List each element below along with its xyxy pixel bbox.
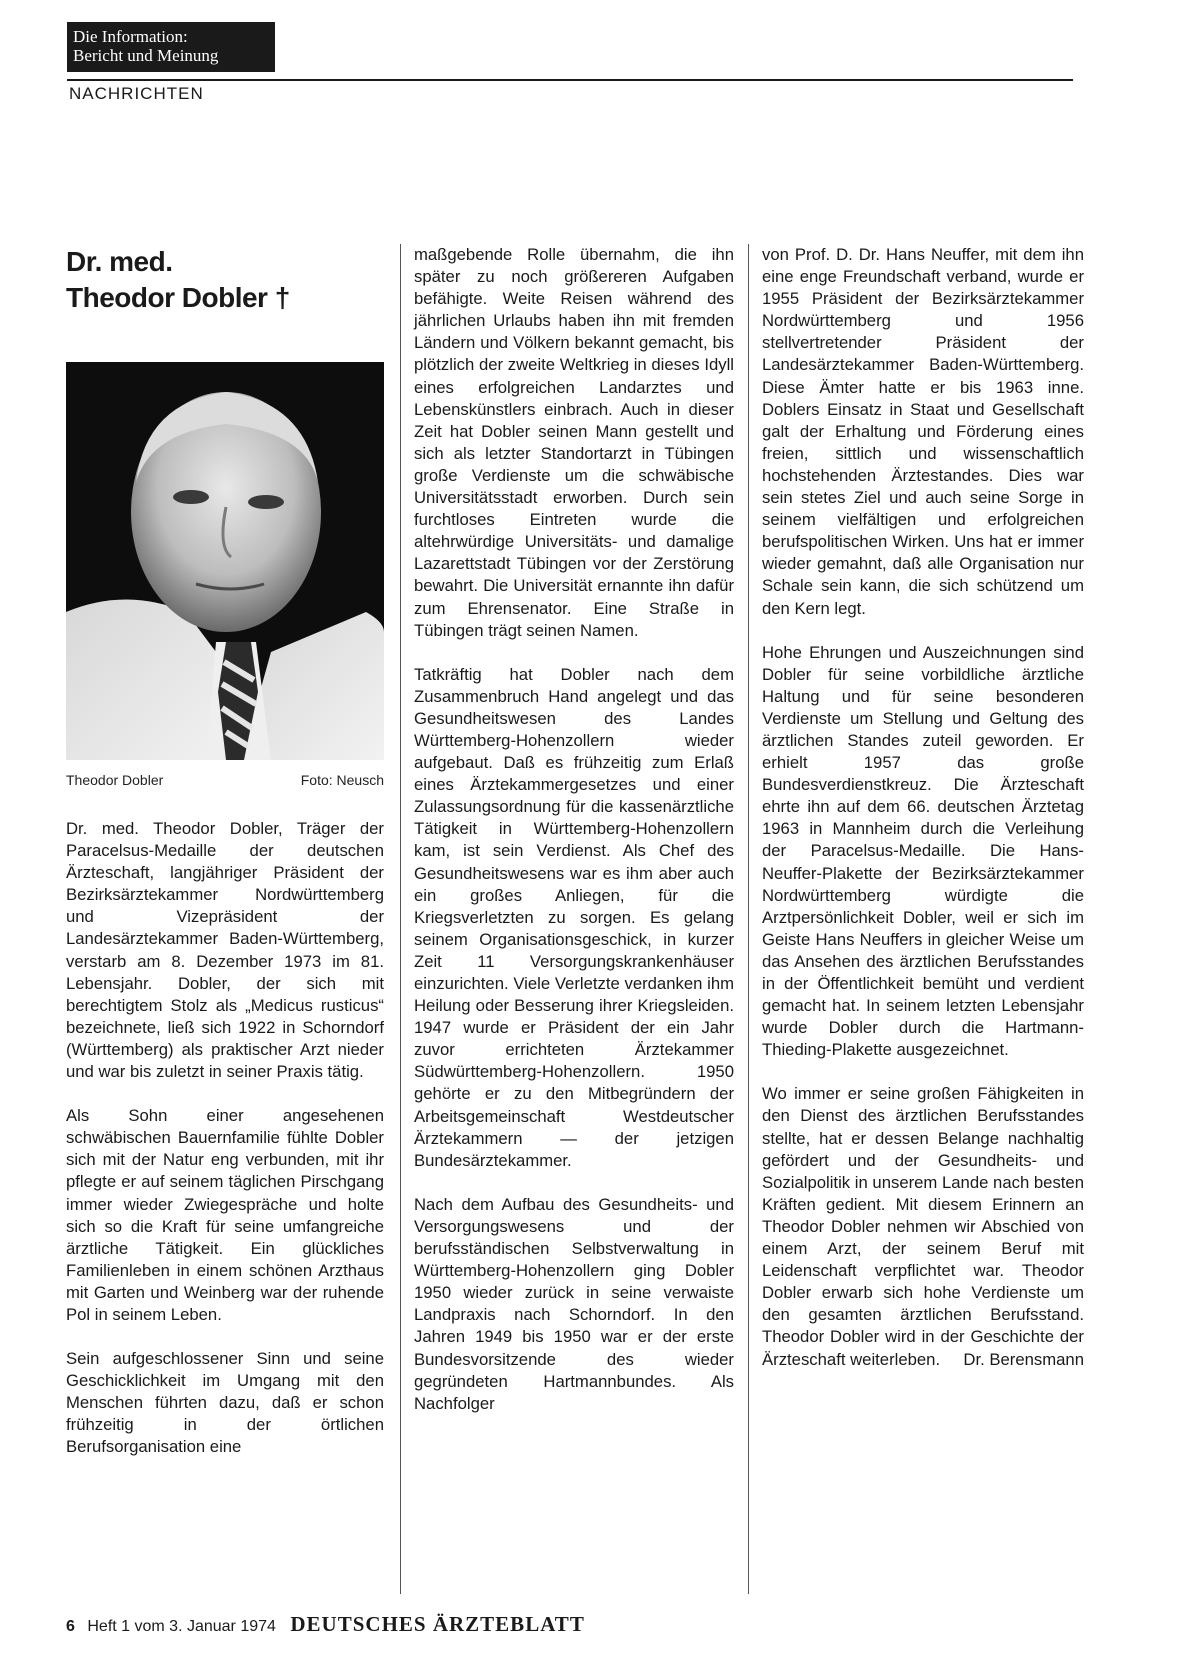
caption-credit: Foto: Neusch xyxy=(300,772,384,788)
paragraph: Als Sohn einer angesehenen schwäbischen Bauernfamilie fühlte Dobler sich mit der Natur eng verbunden, mit ihr pflegte er auf seinem täglichen Pirschgang immer wieder Zwiegespräche und holte sich so die Kraft für seine umfangreiche ärztliche Tätigkeit. Ein glückliches Familienleben in einem schönen Arzthaus mit Garten und Weinberg war der ruhende Pol in seinem Leben. xyxy=(66,1106,384,1324)
paragraph: von Prof. D. Dr. Hans Neuffer, mit dem ihn eine enge Freundschaft verband, wurde er 1955 Präsident der Bezirksärztekammer Nordwürttemberg und 1956 stellvertretender Präsident der Landesärztekammer Baden-Württemberg. Diese Ämter hatte er bis 1963 inne. Doblers Einsatz in Staat und Gesellschaft galt der Erhaltung und Förderung eines freien, sittlich und wissenschaftlich hochstehenden Ärztestandes. Dies war sein stetes Ziel und auch seine Sorge in seinem vielfältigen und erfolgreichen berufspolitischen Wirken. Uns hat er immer wieder gemahnt, daß alle Organisation nur Schale sein kann, die sich schützend um den Kern legt. xyxy=(762,245,1084,618)
paragraph: Dr. med. Theodor Dobler, Träger der Paracelsus-Medaille der deutschen Ärzteschaft, langjähriger Präsident der Bezirksärztekammer Nordwürttemberg und Vizepräsident der Landesärztekammer Baden-Württemberg, verstarb am 8. Dezember 1973 im 81. Lebensjahr. Dobler, der sich mit berechtigtem Stolz als „Medicus rusticus“ bezeichnete, ließ sich 1922 in Schorndorf (Württemberg) als praktischer Arzt nieder und war bis zuletzt in seiner Praxis tätig. xyxy=(66,819,384,1082)
paragraph-text: Wo immer er seine großen Fähigkeiten in den Dienst des ärztlichen Berufsstandes stellte, hat er dessen Belange nachhaltig gefördert und der Gesundheits- und Sozialpolitik in unserem Lande nach besten Kräften gedient. Mit diesem Erinnern an Theodor Dobler nehmen wir Abschied von einem Arzt, der seinem Beruf mit Leidenschaft verpflichtet war. Theodor Dobler erwarb sich hohe Verdienste um den gesamten ärztlichen Berufsstand. Theodor Dobler wird in der Geschichte der Ärzteschaft weiterleben. xyxy=(762,1084,1084,1369)
author-signature: Dr. Berensmann xyxy=(963,1349,1084,1369)
paragraph: maßgebende Rolle übernahm, die ihn später zu noch größereren Aufgaben befähigte. Weite Reisen während des jährlichen Urlaubs haben ihn mit fremden Ländern und Völkern bekannt gemacht, bis plötzlich der zweite Weltkrieg in dieses Idyll eines erfolgreichen Landarztes und Lebenskünstlers einbrach. Auch in dieser Zeit hat Dobler seinen Mann gestellt und sich als letzter Standortarzt in Tübingen große Verdienste um die schwäbische Universitätsstadt erworben. Durch sein furchtloses Eintreten wurde die altehrwürdige Universitäts- und damalige Lazarettstadt Tübingen vor der Zerstörung bewahrt. Die Universität ernannte ihn dafür zum Ehrensenator. Eine Straße in Tübingen trägt seinen Namen. xyxy=(414,245,734,640)
page-footer xyxy=(66,1612,585,1637)
column-1 xyxy=(66,818,384,1481)
title-line-1: Dr. med. xyxy=(66,246,173,277)
issue-info: Heft 1 vom 3. Januar 1974 xyxy=(87,1618,276,1635)
column-divider xyxy=(400,244,401,1594)
badge-line-2: Bericht und Meinung xyxy=(73,46,219,65)
column-2 xyxy=(414,244,734,1437)
paragraph: Tatkräftig hat Dobler nach dem Zusammenbruch Hand angelegt und das Gesundheitswesen des Landes Württemberg-Hohenzollern wieder aufgebaut. Daß es frühzeitig zum Erlaß eines Ärztekammergesetzes und einer Zulassungsordnung für die kassenärztliche Tätigkeit in Württemberg-Hohenzollern kam, ist sein Verdienst. Als Chef des Gesundheitswesens war es ihm aber auch ein großes Anliegen, für die Kriegsverletzten zu sorgen. Es gelang seinem Organisationsgeschick, in kurzer Zeit 11 Versorgungskrankenhäuser einzurichten. Viele Verletzte verdanken ihm Heilung oder Besserung ihrer Kriegsleiden. 1947 wurde er Präsident der ein Jahr zuvor errichteten Ärztekammer Südwürttemberg-Hohenzollern. 1950 gehörte er zu den Mitbegründern der Arbeitsgemeinschaft Westdeutscher Ärztekammern — der jetzigen Bundesärztekammer. xyxy=(414,664,734,1170)
header-rule xyxy=(67,79,1073,81)
paragraph: Sein aufgeschlossener Sinn und seine Geschicklichkeit im Umgang mit den Menschen führten dazu, daß er schon frühzeitig in der örtlichen Berufsorganisation eine xyxy=(66,1349,384,1457)
caption-subject: Theodor Dobler xyxy=(66,772,164,788)
magazine-name: DEUTSCHES ÄRZTEBLATT xyxy=(290,1612,585,1636)
column-divider xyxy=(748,244,749,1594)
portrait-photo xyxy=(66,362,384,760)
column-3 xyxy=(762,244,1084,1393)
page-number: 6 xyxy=(66,1618,75,1635)
section-label: NACHRICHTEN xyxy=(69,84,204,103)
paragraph: Hohe Ehrungen und Auszeichnungen sind Dobler für seine vorbildliche ärztliche Haltung und für seine besonderen Verdienste um Stellung und Geltung des ärztlichen Standes zuteil geworden. Er erhielt 1957 das große Bundesverdienstkreuz. Die Ärzteschaft ehrte ihn auf dem 66. deutschen Ärztetag 1963 in Mannheim durch die Verleihung der Paracelsus-Medaille. Die Hans-Neuffer-Plakette der Bezirksärztekammer Nordwürttemberg würdigte die Arztpersönlichkeit Dobler, weil er sich im Geiste Hans Neuffers in gleicher Weise um das Ansehen des ärztlichen Berufsstandes in der Öffentlichkeit bemüht und verdient gemacht hat. In seinem letzten Lebensjahr wurde Dobler durch die Hartmann-Thieding-Plakette ausgezeichnet. xyxy=(762,642,1084,1060)
badge-line-1: Die Information: xyxy=(73,27,188,46)
photo-caption xyxy=(66,772,384,788)
paragraph xyxy=(762,1083,1084,1370)
section-badge xyxy=(67,22,275,72)
portrait-illustration xyxy=(66,362,384,760)
article-title xyxy=(66,244,290,316)
title-line-2: Theodor Dobler † xyxy=(66,282,290,313)
paragraph: Nach dem Aufbau des Gesundheits- und Versorgungswesens und der berufsständischen Selbstverwaltung in Württemberg-Hohenzollern ging Dobler 1950 wieder zurück in seine verwaiste Landpraxis nach Schorndorf. In den Jahren 1949 bis 1950 war er der erste Bundesvorsitzende des wieder gegründeten Hartmannbundes. Als Nachfolger xyxy=(414,1194,734,1413)
